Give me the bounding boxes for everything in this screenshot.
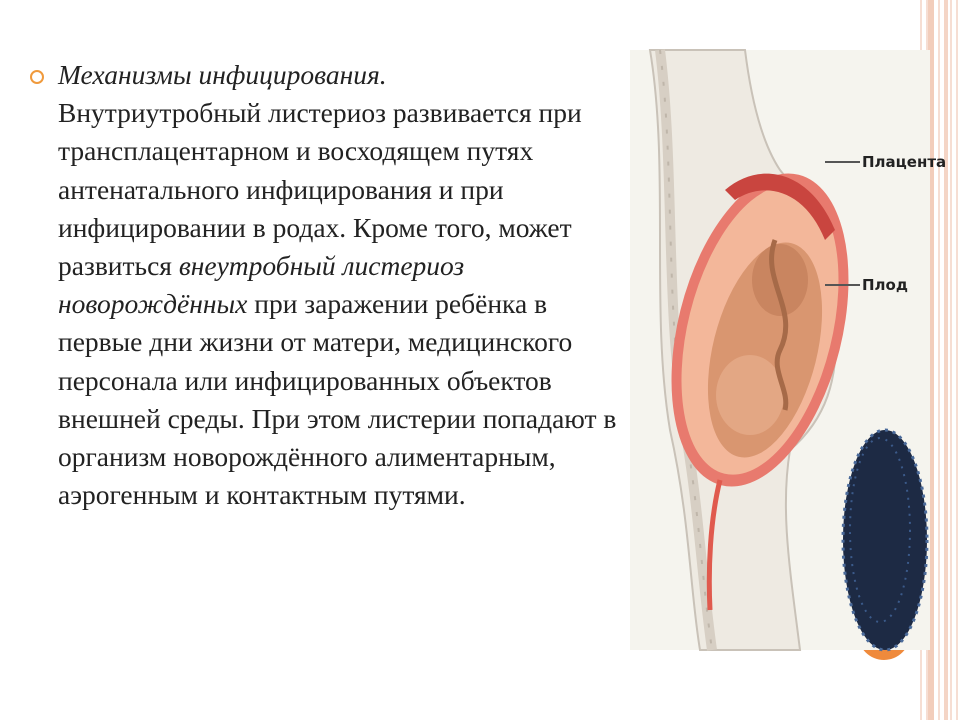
italic-term: внеутробный листериоз новорождённых: [58, 250, 465, 320]
body-part-2: при заражении ребёнка в первые дни жизни от матери, медицинского персонала или инфицированных объектов внешней среды. При этом листерии попадают в организм новорождённого алиментарным, аэрогенным и контактным путями.: [58, 288, 617, 511]
intro-heading: Механизмы инфицирования.: [58, 59, 387, 90]
fetus-label: Плод: [862, 276, 908, 294]
body-part-1: Внутриутробный листериоз развивается при трансплацентарном и восходящем путях антенатального инфицирования и при инфицировании в родах. Кроме того, может развиться: [58, 97, 582, 282]
fetus-head: [716, 355, 784, 435]
bullet-icon: [30, 70, 44, 84]
placenta-label: Плацента: [862, 153, 947, 171]
slide-body-text: [58, 56, 633, 514]
pregnancy-anatomy-illustration: [630, 50, 947, 650]
decorative-stripe: [944, 0, 948, 720]
